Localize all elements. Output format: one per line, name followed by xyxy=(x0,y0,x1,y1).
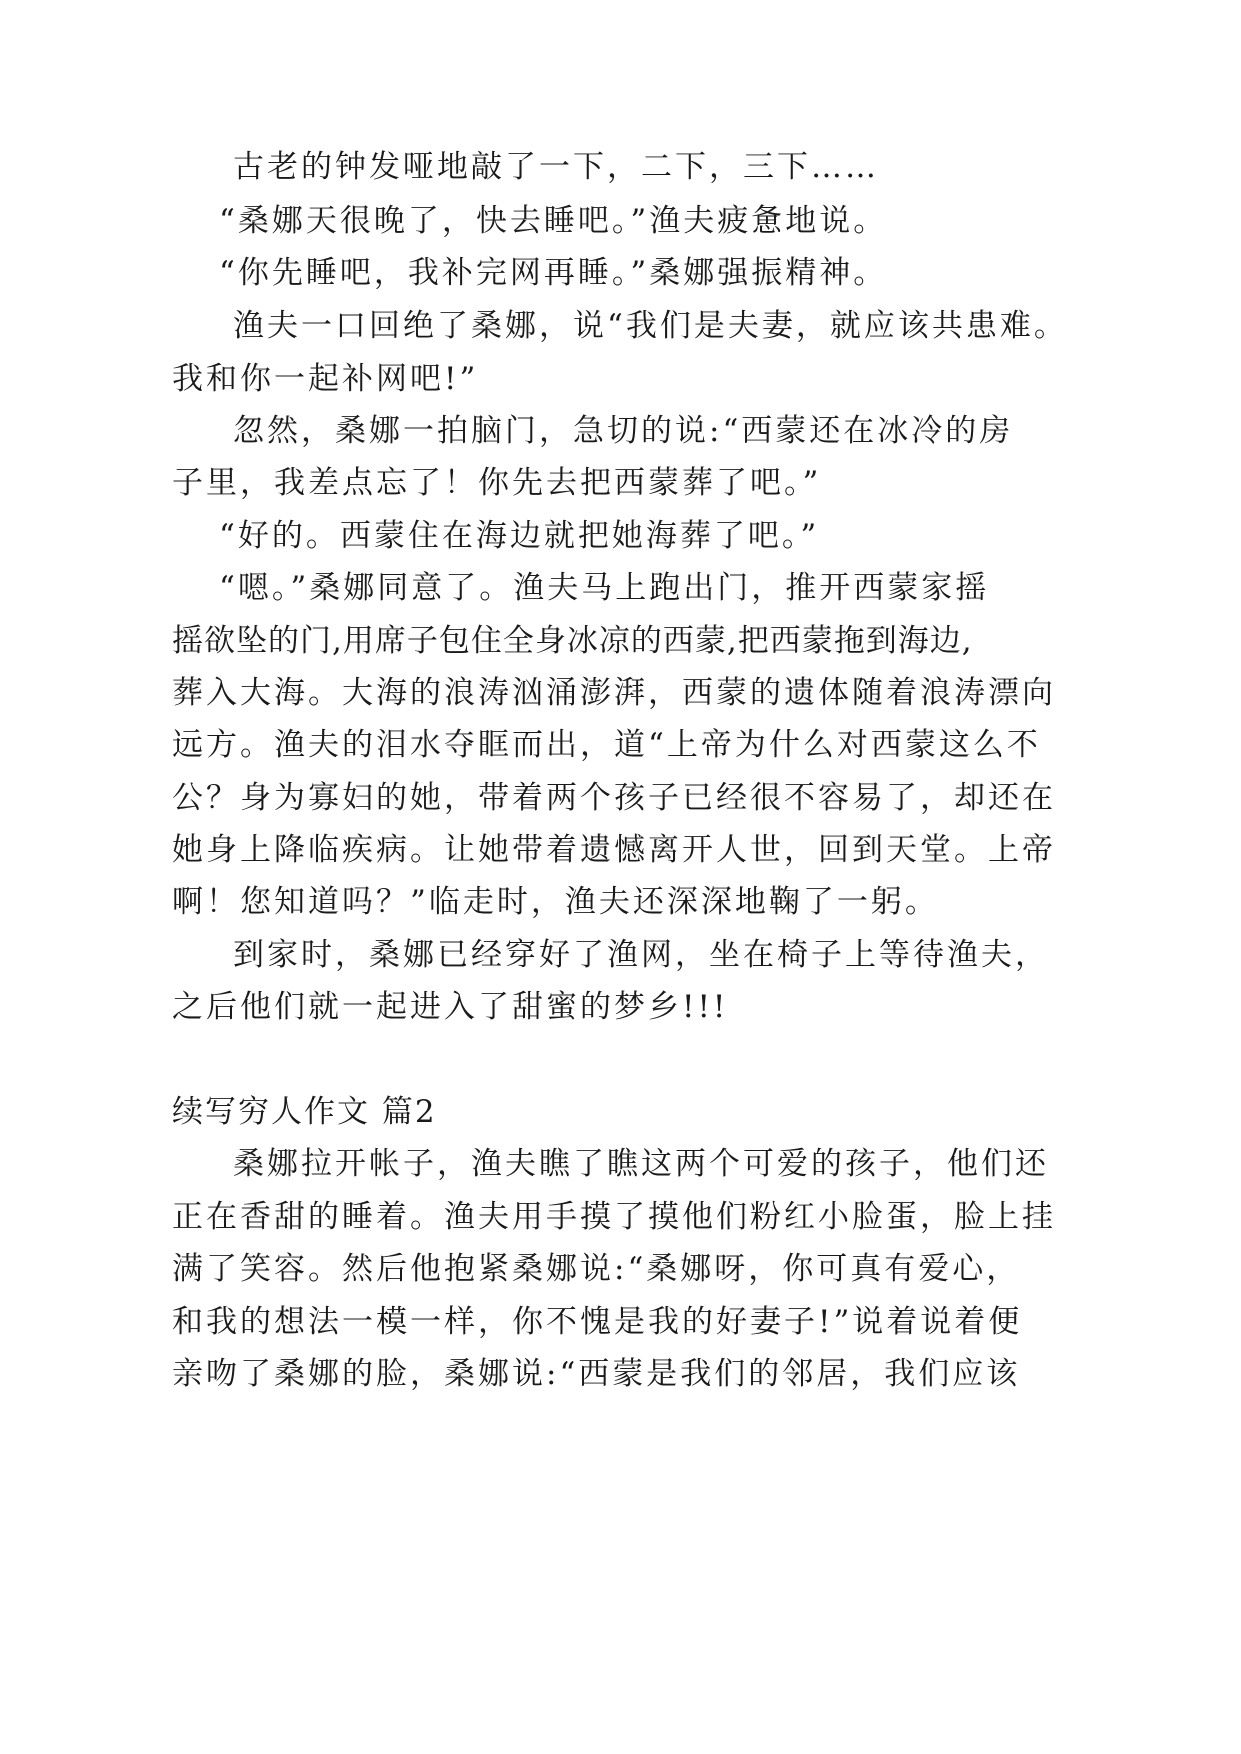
paragraph-line: 她身上降临疾病。让她带着遗憾离开人世，回到天堂。上帝 xyxy=(172,832,1056,868)
paragraph-line: 满了笑容。然后他抱紧桑娜说:“桑娜呀，你可真有爱心， xyxy=(172,1251,1021,1287)
paragraph-line: 摇欲坠的门,用席子包住全身冰凉的西蒙,把西蒙拖到海边, xyxy=(172,623,973,659)
paragraph-line: 亲吻了桑娜的脸，桑娜说:“西蒙是我们的邻居，我们应该 xyxy=(172,1356,1021,1392)
paragraph-line: “嗯。”桑娜同意了。渔夫马上跑出门，推开西蒙家摇 xyxy=(219,570,990,606)
paragraph-line: 葬入大海。大海的浪涛汹涌澎湃，西蒙的遗体随着浪涛漂向 xyxy=(172,675,1056,711)
paragraph-line: “你先睡吧，我补完网再睡。”桑娜强振精神。 xyxy=(219,255,888,291)
paragraph-line: 桑娜拉开帐子，渔夫瞧了瞧这两个可爱的孩子，他们还 xyxy=(233,1146,1049,1182)
paragraph-line: 和我的想法一模一样，你不愧是我的好妻子!”说着说着便 xyxy=(172,1304,1023,1340)
paragraph-line: 公？身为寡妇的她，带着两个孩子已经很不容易了，却还在 xyxy=(172,780,1056,816)
paragraph-line: 忽然，桑娜一拍脑门，急切的说:“西蒙还在冰冷的房 xyxy=(233,413,1014,449)
paragraph-line: 到家时，桑娜已经穿好了渔网，坐在椅子上等待渔夫， xyxy=(233,937,1049,973)
paragraph-line: 渔夫一口回绝了桑娜，说“我们是夫妻，就应该共患难。 xyxy=(233,308,1068,344)
paragraph-line: 子里，我差点忘了！你先去把西蒙葬了吧。” xyxy=(172,465,822,501)
paragraph-line: 我和你一起补网吧!” xyxy=(172,361,479,397)
paragraph-line: 远方。渔夫的泪水夺眶而出，道“上帝为什么对西蒙这么不 xyxy=(172,727,1041,763)
paragraph-line: “桑娜天很晚了，快去睡吧。”渔夫疲惫地说。 xyxy=(219,203,888,239)
paragraph-line: 啊！您知道吗？”临走时，渔夫还深深地鞠了一躬。 xyxy=(172,884,939,920)
paragraph-line: 之后他们就一起进入了甜蜜的梦乡!!! xyxy=(172,989,729,1025)
paragraph-line: 正在香甜的睡着。渔夫用手摸了摸他们粉红小脸蛋，脸上挂 xyxy=(172,1199,1056,1235)
paragraph-line: 古老的钟发哑地敲了一下，二下，三下…… xyxy=(233,149,879,185)
paragraph-line: “好的。西蒙住在海边就把她海葬了吧。” xyxy=(219,518,820,554)
section-heading: 续写穷人作文 篇2 xyxy=(172,1094,437,1130)
